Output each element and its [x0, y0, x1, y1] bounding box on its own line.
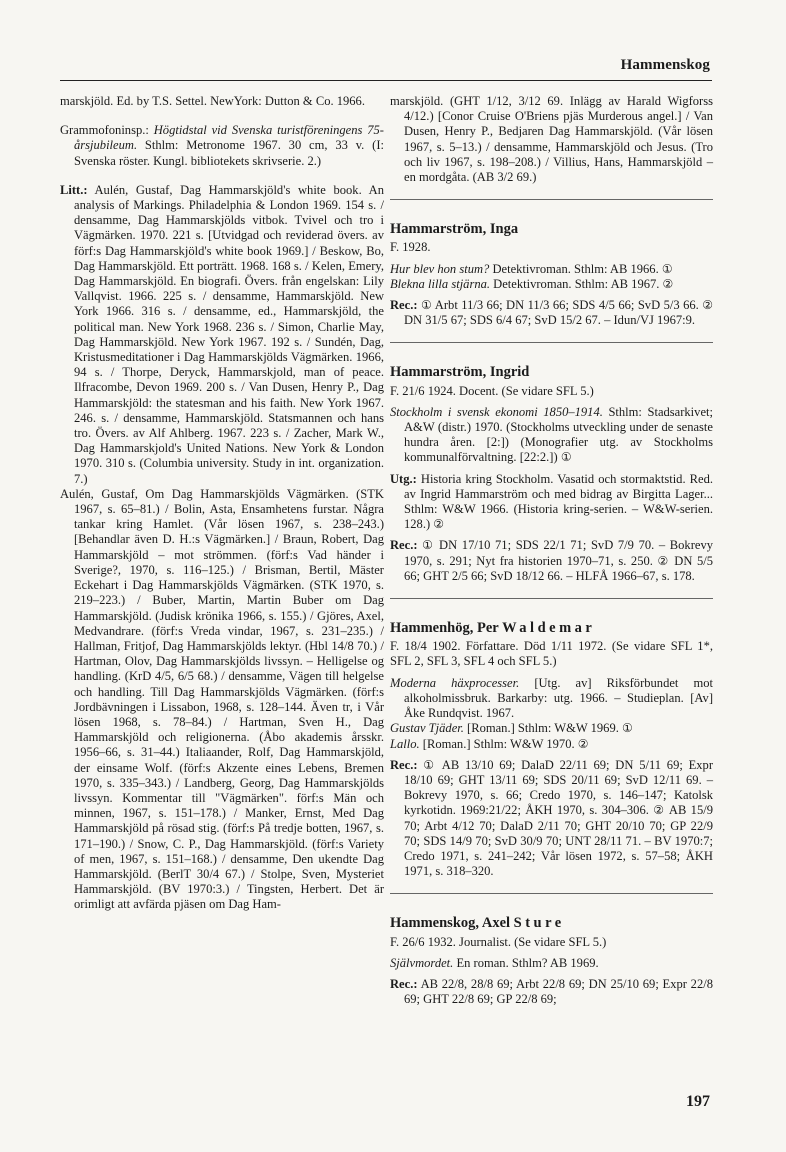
author-entry-ingrid [390, 365, 713, 599]
reviews-text: DN 5/5 66; GHT 2/5 66; SvD 18/12 66. – HLFÅ 1966–67, s. 178. [404, 553, 713, 583]
work-title: Hur blev hon stum? [390, 261, 490, 276]
grammofon-entry [60, 123, 384, 169]
work-details: [Roman.] Sthlm: W&W 1969. [463, 721, 623, 736]
utg-text: Historia kring Stockholm. Vasatid och stormaktstid. Red. av Ingrid Hammarström och med bidrag av Birgitta Lager... Sthlm: W&W 1966. (Historia kring-serien. – W&W-serien. 128.) [404, 471, 713, 532]
work-title: Blekna lilla stjärna. [390, 276, 491, 291]
reviews-text: AB 15/9 70; Arbt 4/12 70; DalaD 2/11 70; GHT 20/10 70; GP 22/9 70; SDS 14/9 70; SvD 30/9 70; UNT 28/11 71. – BV 1970:7; Credo 1971, s. 241–242; Vår lösen 1972, s. 57–58; ÅKH 1971, s. 318–320. [404, 803, 713, 879]
work-details: Detektivroman. Sthlm: AB 1966. [489, 261, 662, 276]
rec-label: Rec.: [390, 538, 418, 553]
circled-one-marker: ① [420, 298, 433, 313]
rec-label: Rec.: [390, 757, 418, 772]
reviews-entry [390, 977, 713, 1007]
articles-continuation: marskjöld. (GHT 1/12, 3/12 69. Inlägg av Harald Wigforss 4/12.) [Conor Cruise O'Briens pjäs Murderous angel.] / Van Dusen, Henry P., Bedjaren Dag Hammarskjöld. (Vår lösen 1967, s. 5–13.) / densamme, Hammarskjöld och Jesus. (Tro och liv 1967, s. 198–208.) / Villius, Hans, Hammarskjöld – en mordgåta. (AB 3/2 69.) [390, 94, 713, 185]
utg-label: Utg.: [390, 471, 417, 486]
work-entry [390, 676, 713, 722]
author-name-main: Hammenskog, Axel [390, 915, 514, 932]
work-details: [Utg. av] Riksförbundet mot alkoholmissbruk. Barkarby: utg. 1966. – Studieplan. [Av] Åke Rundqvist. 1967. [404, 675, 713, 721]
circled-two-marker: ② [433, 517, 445, 532]
circled-one-marker: ① [423, 757, 437, 772]
grammofon-details: Sthlm: Metronome 1967. 30 cm, 33 v. (I: Svenska röster. Kungl. bibliotekets skrivserie. 2.) [74, 138, 384, 168]
work-entry [390, 262, 713, 277]
circled-one-marker: ① [622, 721, 633, 736]
editor-entry [390, 472, 713, 533]
work-details: Sthlm: Stadsarkivet; A&W (distr.) 1970. (Stockholms utveckling under de senaste hundra åren. [2:]) (Monografier utg. av Stockholms kommunalförvaltning. [22:2.]) [404, 404, 713, 465]
header-rule [60, 80, 712, 81]
circled-two-marker: ② [662, 276, 674, 291]
work-title: Moderna häxprocesser. [390, 675, 520, 690]
circled-two-marker: ② [657, 553, 670, 568]
author-entry-inga [390, 222, 713, 343]
author-entry-per [390, 621, 713, 894]
right-column [390, 94, 713, 1007]
circled-one-marker: ① [560, 450, 572, 465]
divider [390, 199, 713, 200]
litt-text: Aulén, Gustaf, Dag Hammarskjöld's white book. An analysis of Markings. Philadelphia & London 1969. 154 s. / densamme, Dag Hammarskjölds vitbok. Tvivel och tro i Vägmärken. 1970. 221 s. [Utvidgad och reviderad övers. av förf:s Dag Hammarskjöld's white book 1969.] / Beskow, Bo, Dag Hammarskjöld. Ett porträtt. 1968. 168 s. / Kelen, Emery, Dag Hammarskjöld. En biografi. Övers. från engelskan: Lily Vallqvist. 1966. 225 s. / densamme, Hammarskjöld. New York 1966. 316 s. / densamme, ed., Hammarskjöld, the political man. New York 1968. 236 s. / Simon, Charlie May, Dag Hammarskjöld. New York 1967. 192 s. / Sundén, Dag, Kristusmeditationer i Dag Hammarskjölds Vägmärken. 1966, 94 s. / Thorpe, Deryck, Hammarskjold, man of peace. Ilfracombe, Devon 1969. 200 s. / Van Dusen, Henry P., Dag Hammarskjöld: the statesman and his faith. New York 1967. 246. s. / densamme, Hammarskjöld. Statsmannen och hans tro. Övers. av Alf Ahlberg. 1967. 223 s. / Zacher, Mark W., Dag Hammarskjold's United Nations. New York & London 1970. 310 s. (Columbia university. Study in int. organization. 7.) [74, 182, 384, 486]
circled-one-marker: ① [422, 538, 435, 553]
rec-label: Rec.: [390, 298, 418, 313]
author-birth: F. 26/6 1932. Journalist. (Se vidare SFL 5.) [390, 934, 607, 949]
divider [390, 893, 713, 894]
author-birth: F. 21/6 1924. Docent. (Se vidare SFL 5.) [390, 383, 594, 398]
author-birth: F. 1928. [390, 240, 431, 255]
work-details: [Roman.] Sthlm: W&W 1970. [419, 736, 578, 751]
author-name [390, 916, 713, 931]
grammofon-title: Högtidstal vid Svenska turistföreningens 75-årsjubileum. [74, 123, 384, 153]
reviews-text: AB 22/8, 28/8 69; Arbt 22/8 69; DN 25/10 69; Expr 22/8 69; GHT 22/8 69; GP 22/8 69; [404, 976, 713, 1007]
grammofon-label: Grammofoninsp.: [60, 123, 154, 138]
left-column [60, 94, 384, 913]
entry-continuation: marskjöld. Ed. by T.S. Settel. NewYork: Dutton & Co. 1966. [60, 94, 365, 108]
divider [390, 342, 713, 343]
literature-entry [60, 183, 384, 487]
work-details: Detektivroman. Sthlm: AB 1967. [490, 276, 663, 291]
author-name [390, 621, 713, 636]
author-name-spaced: Waldemar [502, 620, 596, 637]
author-entry-axel [390, 916, 713, 1007]
reviews-entry [390, 538, 713, 584]
work-entry [390, 405, 713, 466]
litt-label: Litt.: [60, 182, 88, 197]
reviews-text: DN 31/5 67; SDS 6/4 67; SvD 15/2 67. – Idun/VJ 1967:9. [404, 313, 696, 328]
running-head: Hammenskog [620, 57, 710, 73]
reviews-text: Arbt 11/3 66; DN 11/3 66; SDS 4/5 66; SvD 5/3 66. [432, 298, 703, 313]
work-title: Lallo. [390, 736, 420, 751]
author-name: Hammarström, Ingrid [390, 364, 530, 381]
author-name-spaced: Sture [513, 915, 565, 932]
rec-label: Rec.: [390, 976, 418, 991]
work-title: Stockholm i svensk ekonomi 1850–1914. [390, 404, 603, 419]
page-number: 197 [686, 1093, 710, 1110]
author-name: Hammarström, Inga [390, 221, 519, 238]
reviews-text: DN 17/10 71; SDS 22/1 71; SvD 7/9 70. – Bokrevy 1970, s. 291; Nyt fra historien 1970–71, s. 250. [404, 538, 714, 568]
work-entry [390, 737, 713, 752]
circled-two-marker: ② [653, 803, 666, 818]
author-birth: F. 18/4 1902. Författare. Död 1/11 1972. (Se vidare SFL 1*, SFL 2, SFL 3, SFL 4 och SFL 5.) [390, 639, 713, 669]
circled-two-marker: ② [702, 298, 713, 313]
work-entry [390, 277, 713, 292]
work-title: Självmordet. [390, 955, 454, 970]
work-entry [390, 721, 713, 736]
articles-entry: Aulén, Gustaf, Om Dag Hammarskjölds Vägmärken. (STK 1967, s. 65–81.) / Bolin, Asta, Ensamhetens furstar. Några tankar kring Hamlet. (Vår lösen 1967, s. 238–243.) [Behandlar även D. H.:s Vägmärken.] / Braun, Robert, Dag Hammarskjöld – mot strömmen. (förf:s Vad händer i Sverige?, 1970, s. 116–125.) / Brisman, Bertil, Mäster Eckehart i Dag Hammarskjölds Vägmärken. (STK 1970, s. 219–223.) / Buber, Martin, Martin Buber om Dag Hammarskjöld. (Judisk krönika 1966, s. 155.) / Gjöres, Axel, Medvandrare. (förf:s Vreda vindar, 1967, s. 231–235.) / Hallman, Fritjof, Dag Hammarskjölds lektyr. (Hbl 14/8 70.) / Hartman, Olov, Dag Hammarskjölds livssyn. – Helligelse og handling. (KrD 4/5, 6/5 68.) / densamme, Vägen till helgelse och handling. Till Dag Hammarskjölds Vägmärken. (förf:s Jordbävningen i Lissabon, 1968, s. 128–144. Även tr, i Vår lösen 1968, s. 78–84.) / Hartman, Sven H., Dag Hammarskjöld och religionerna. (Åbo akademis årsskr. 1956–66, s. 31–44.) Italiaander, Rolf, Dag Hammarskjöld, der einsame Wolf. (förf:s Akzente eines Lebens, Bremen 1970, s. 335–343.) / Landberg, Georg, Dag Hammarskjölds livssyn. Kommentar till "Vägmärken". förf:s Män och minnen, 1967, s. 151–178.) / Manker, Ernst, Med Dag Hammarskjöld på rösad stig. (förf:s På tredje botten, 1967, s. 171–190.) / Snow, C. P., Dag Hammarskjöld. (förf:s Variety of men, 1967, s. 151–168.) / densamme, Den ukendte Dag Hammarskjöld. (BerlT 30/4 67.) / Stolpe, Sven, Mysteriet Hammarskjöld. (BV 1970:3.) / Tingsten, Herbert. Det är orimligt att avfärda pjäsen om Dag Ham- [60, 486, 384, 912]
divider [390, 598, 713, 599]
work-details: En roman. Sthlm? AB 1969. [453, 955, 599, 970]
reviews-entry [390, 298, 713, 328]
circled-two-marker: ② [577, 736, 589, 751]
work-title: Gustav Tjäder. [390, 721, 464, 736]
reviews-entry [390, 758, 713, 880]
work-entry [390, 956, 713, 971]
circled-one-marker: ① [661, 261, 673, 276]
reviews-text: AB 13/10 69; DalaD 22/11 69; DN 5/11 69; Expr 18/10 69; GHT 13/11 69; SDS 20/11 69; SvD 12/11 69. – Bokrevy 1970, s. 66; Credo 1970, s. 146–147; Katolsk kyrkotidn. 1969:21/22; ÅKH 1970, s. 304–306. [404, 757, 713, 818]
author-name-main: Hammenhög, Per [390, 620, 503, 637]
